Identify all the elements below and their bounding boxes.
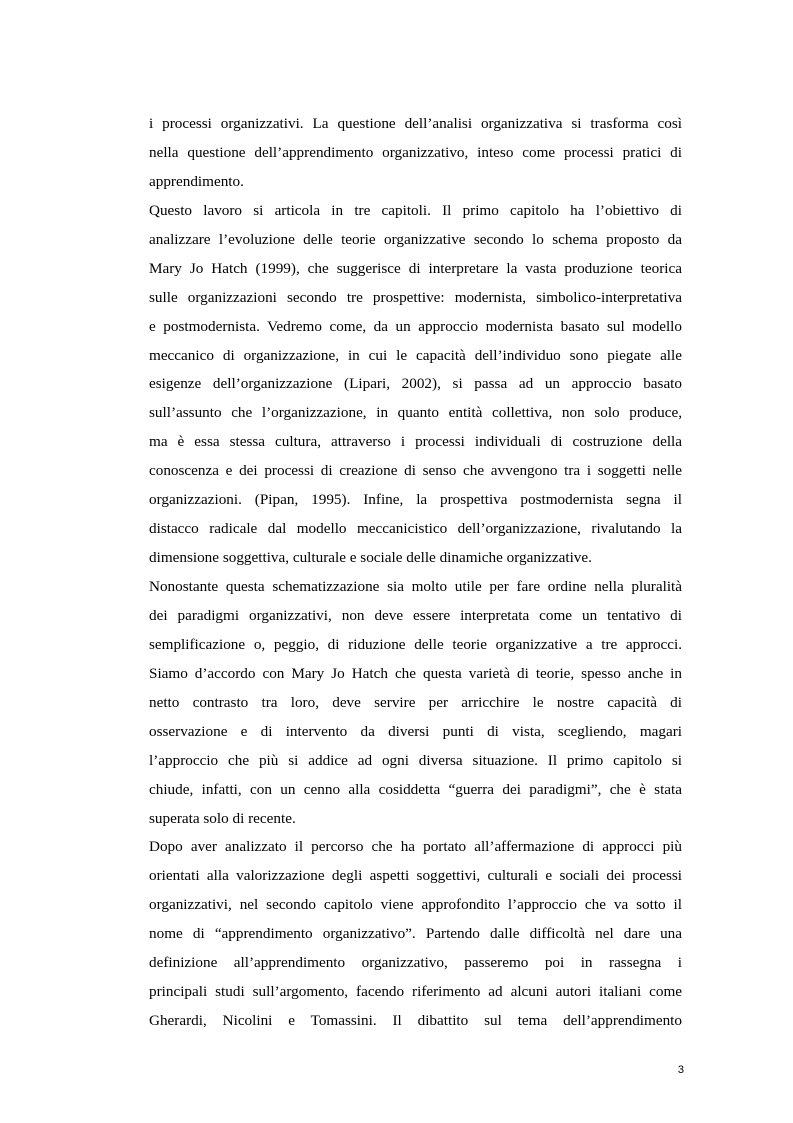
body-text	[149, 110, 682, 1036]
text-line: definizione all’apprendimento organizzativo, passeremo poi in rassegna i	[149, 954, 682, 972]
text-line: osservazione e di intervento da diversi punti di vista, scegliendo, magari	[149, 722, 682, 740]
text-line: Questo lavoro si articola in tre capitoli. Il primo capitolo ha l’obiettivo di	[149, 201, 682, 219]
text-line: Mary Jo Hatch (1999), che suggerisce di interpretare la vasta produzione teorica	[149, 259, 682, 277]
text-line: esigenze dell’organizzazione (Lipari, 2002), si passa ad un approccio basato	[149, 375, 682, 393]
text-line: nome di “apprendimento organizzativo”. Partendo dalle difficoltà nel dare una	[149, 925, 682, 943]
page-number: 3	[677, 1064, 684, 1076]
text-line: sull’assunto che l’organizzazione, in quanto entità collettiva, non solo produce,	[149, 404, 682, 422]
text-line: organizzativi, nel secondo capitolo viene approfondito l’approccio che va sotto il	[149, 896, 682, 914]
text-line: chiude, infatti, con un cenno alla cosiddetta “guerra dei paradigmi”, che è stata	[149, 780, 682, 798]
text-line: ma è essa stessa cultura, attraverso i processi individuali di costruzione della	[149, 433, 682, 451]
text-line: Dopo aver analizzato il percorso che ha portato all’affermazione di approcci più	[149, 838, 682, 856]
text-line: dimensione soggettiva, culturale e sociale delle dinamiche organizzative.	[149, 549, 592, 567]
text-line: Gherardi, Nicolini e Tomassini. Il dibattito sul tema dell’apprendimento	[149, 1012, 682, 1030]
text-line: l’approccio che più si addice ad ogni diversa situazione. Il primo capitolo si	[149, 751, 682, 769]
text-line: organizzazioni. (Pipan, 1995). Infine, la prospettiva postmodernista segna il	[149, 491, 682, 509]
text-line: nella questione dell’apprendimento organizzativo, inteso come processi pratici di	[149, 143, 682, 161]
paragraph	[149, 197, 682, 573]
text-line: dei paradigmi organizzativi, non deve essere interpretata come un tentativo di	[149, 606, 682, 624]
paragraph	[149, 833, 682, 1036]
text-line: meccanico di organizzazione, in cui le capacità dell’individuo sono piegate alle	[149, 346, 682, 364]
text-line: superata solo di recente.	[149, 809, 296, 827]
text-line: Nonostante questa schematizzazione sia molto utile per fare ordine nella pluralità	[149, 578, 682, 595]
text-line: Siamo d’accordo con Mary Jo Hatch che questa varietà di teorie, spesso anche in	[149, 664, 682, 682]
text-line: conoscenza e dei processi di creazione di senso che avvengono tra i soggetti nelle	[149, 462, 682, 480]
text-line: principali studi sull’argomento, facendo riferimento ad alcuni autori italiani come	[149, 983, 682, 1001]
paragraph	[149, 110, 682, 197]
text-line: apprendimento.	[149, 172, 244, 190]
paragraph	[149, 573, 682, 833]
text-line: analizzare l’evoluzione delle teorie organizzative secondo lo schema proposto da	[149, 230, 682, 248]
text-line: e postmodernista. Vedremo come, da un approccio modernista basato sul modello	[149, 317, 682, 335]
text-line: semplificazione o, peggio, di riduzione delle teorie organizzative a tre approcci.	[149, 635, 682, 653]
text-line: orientati alla valorizzazione degli aspetti soggettivi, culturali e sociali dei processi	[149, 867, 682, 885]
text-line: netto contrasto tra loro, deve servire per arricchire le nostre capacità di	[149, 693, 682, 711]
text-line: i processi organizzativi. La questione dell’analisi organizzativa si trasforma così	[149, 115, 682, 132]
text-line: distacco radicale dal modello meccanicistico dell’organizzazione, rivalutando la	[149, 520, 682, 538]
text-line: sulle organizzazioni secondo tre prospettive: modernista, simbolico-interpretativa	[149, 288, 682, 306]
